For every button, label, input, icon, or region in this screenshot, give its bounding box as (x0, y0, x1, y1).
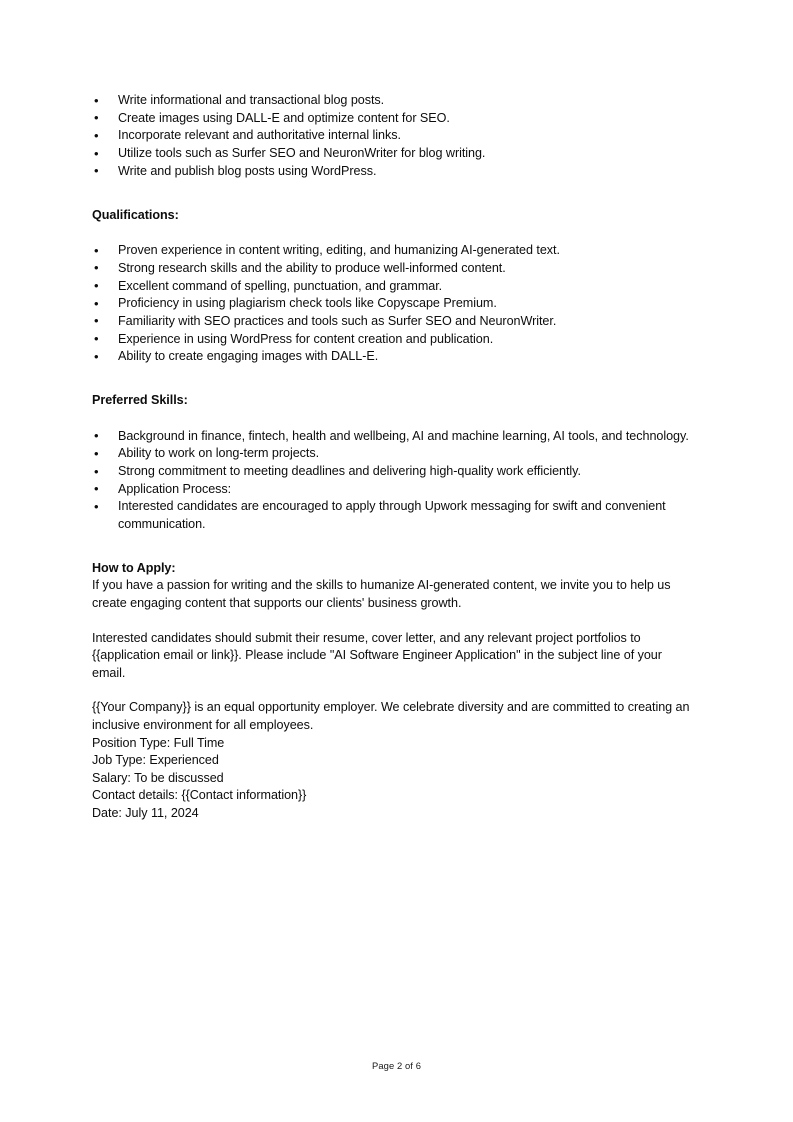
spacer (92, 224, 693, 242)
spacer (92, 366, 693, 392)
list-item: • Incorporate relevant and authoritative internal links. (92, 127, 693, 145)
list-item: • Write and publish blog posts using WordPress. (92, 163, 693, 181)
list-item: • Background in finance, fintech, health and wellbeing, AI and machine learning, AI tools, and technology. (92, 428, 693, 446)
spacer (92, 682, 693, 699)
preferred-skills-heading: Preferred Skills: (92, 393, 188, 408)
list-item: • Proven experience in content writing, editing, and humanizing AI-generated text. (92, 242, 693, 260)
position-type-line: Position Type: Full Time (92, 735, 225, 750)
how-to-apply-heading: How to Apply: (92, 560, 176, 575)
qualifications-heading: Qualifications: (92, 207, 179, 222)
equal-opportunity-statement: {{Your Company}} is an equal opportunity employer. We celebrate diversity and are committed to creating an inclusive environment for all employees. (92, 700, 690, 732)
job-type-line: Job Type: Experienced (92, 753, 219, 768)
qualifications-list (92, 242, 693, 366)
list-item: • Proficiency in using plagiarism check tools like Copyscape Premium. (92, 295, 693, 313)
spacer (92, 534, 693, 560)
list-item: • Write informational and transactional blog posts. (92, 92, 693, 110)
spacer (92, 613, 693, 630)
list-item: • Strong commitment to meeting deadlines and delivering high-quality work efficiently. (92, 463, 693, 481)
spacer (92, 181, 693, 207)
date-line: Date: July 11, 2024 (92, 805, 199, 820)
list-item: • Experience in using WordPress for content creation and publication. (92, 331, 693, 349)
preferred-skills-list (92, 428, 693, 534)
list-item: • Ability to create engaging images with DALL-E. (92, 348, 693, 366)
list-item: • Utilize tools such as Surfer SEO and NeuronWriter for blog writing. (92, 145, 693, 163)
list-item: • Excellent command of spelling, punctuation, and grammar. (92, 278, 693, 296)
list-item: • Familiarity with SEO practices and tools such as Surfer SEO and NeuronWriter. (92, 313, 693, 331)
list-item: • Strong research skills and the ability to produce well-informed content. (92, 260, 693, 278)
list-item: • Interested candidates are encouraged to apply through Upwork messaging for swift and convenient communication. (92, 498, 693, 533)
how-to-apply-paragraph-1: If you have a passion for writing and the skills to humanize AI-generated content, we invite you to help us create engaging content that supports our clients' business growth. (92, 578, 671, 611)
responsibilities-list (92, 92, 693, 181)
list-item: • Application Process: (92, 481, 693, 499)
page-footer: Page 2 of 6 (371, 1060, 422, 1071)
list-item: • Create images using DALL-E and optimize content for SEO. (92, 110, 693, 128)
document-body (92, 92, 693, 823)
salary-line: Salary: To be discussed (92, 770, 224, 785)
contact-details-line: Contact details: {{Contact information}} (92, 788, 307, 803)
list-item: • Ability to work on long-term projects. (92, 445, 693, 463)
spacer (92, 410, 693, 428)
how-to-apply-paragraph-2: Interested candidates should submit their resume, cover letter, and any relevant project portfolios to {{application email or link}}. Please include "AI Software Engineer Application" in the subject line of your email. (92, 630, 662, 680)
